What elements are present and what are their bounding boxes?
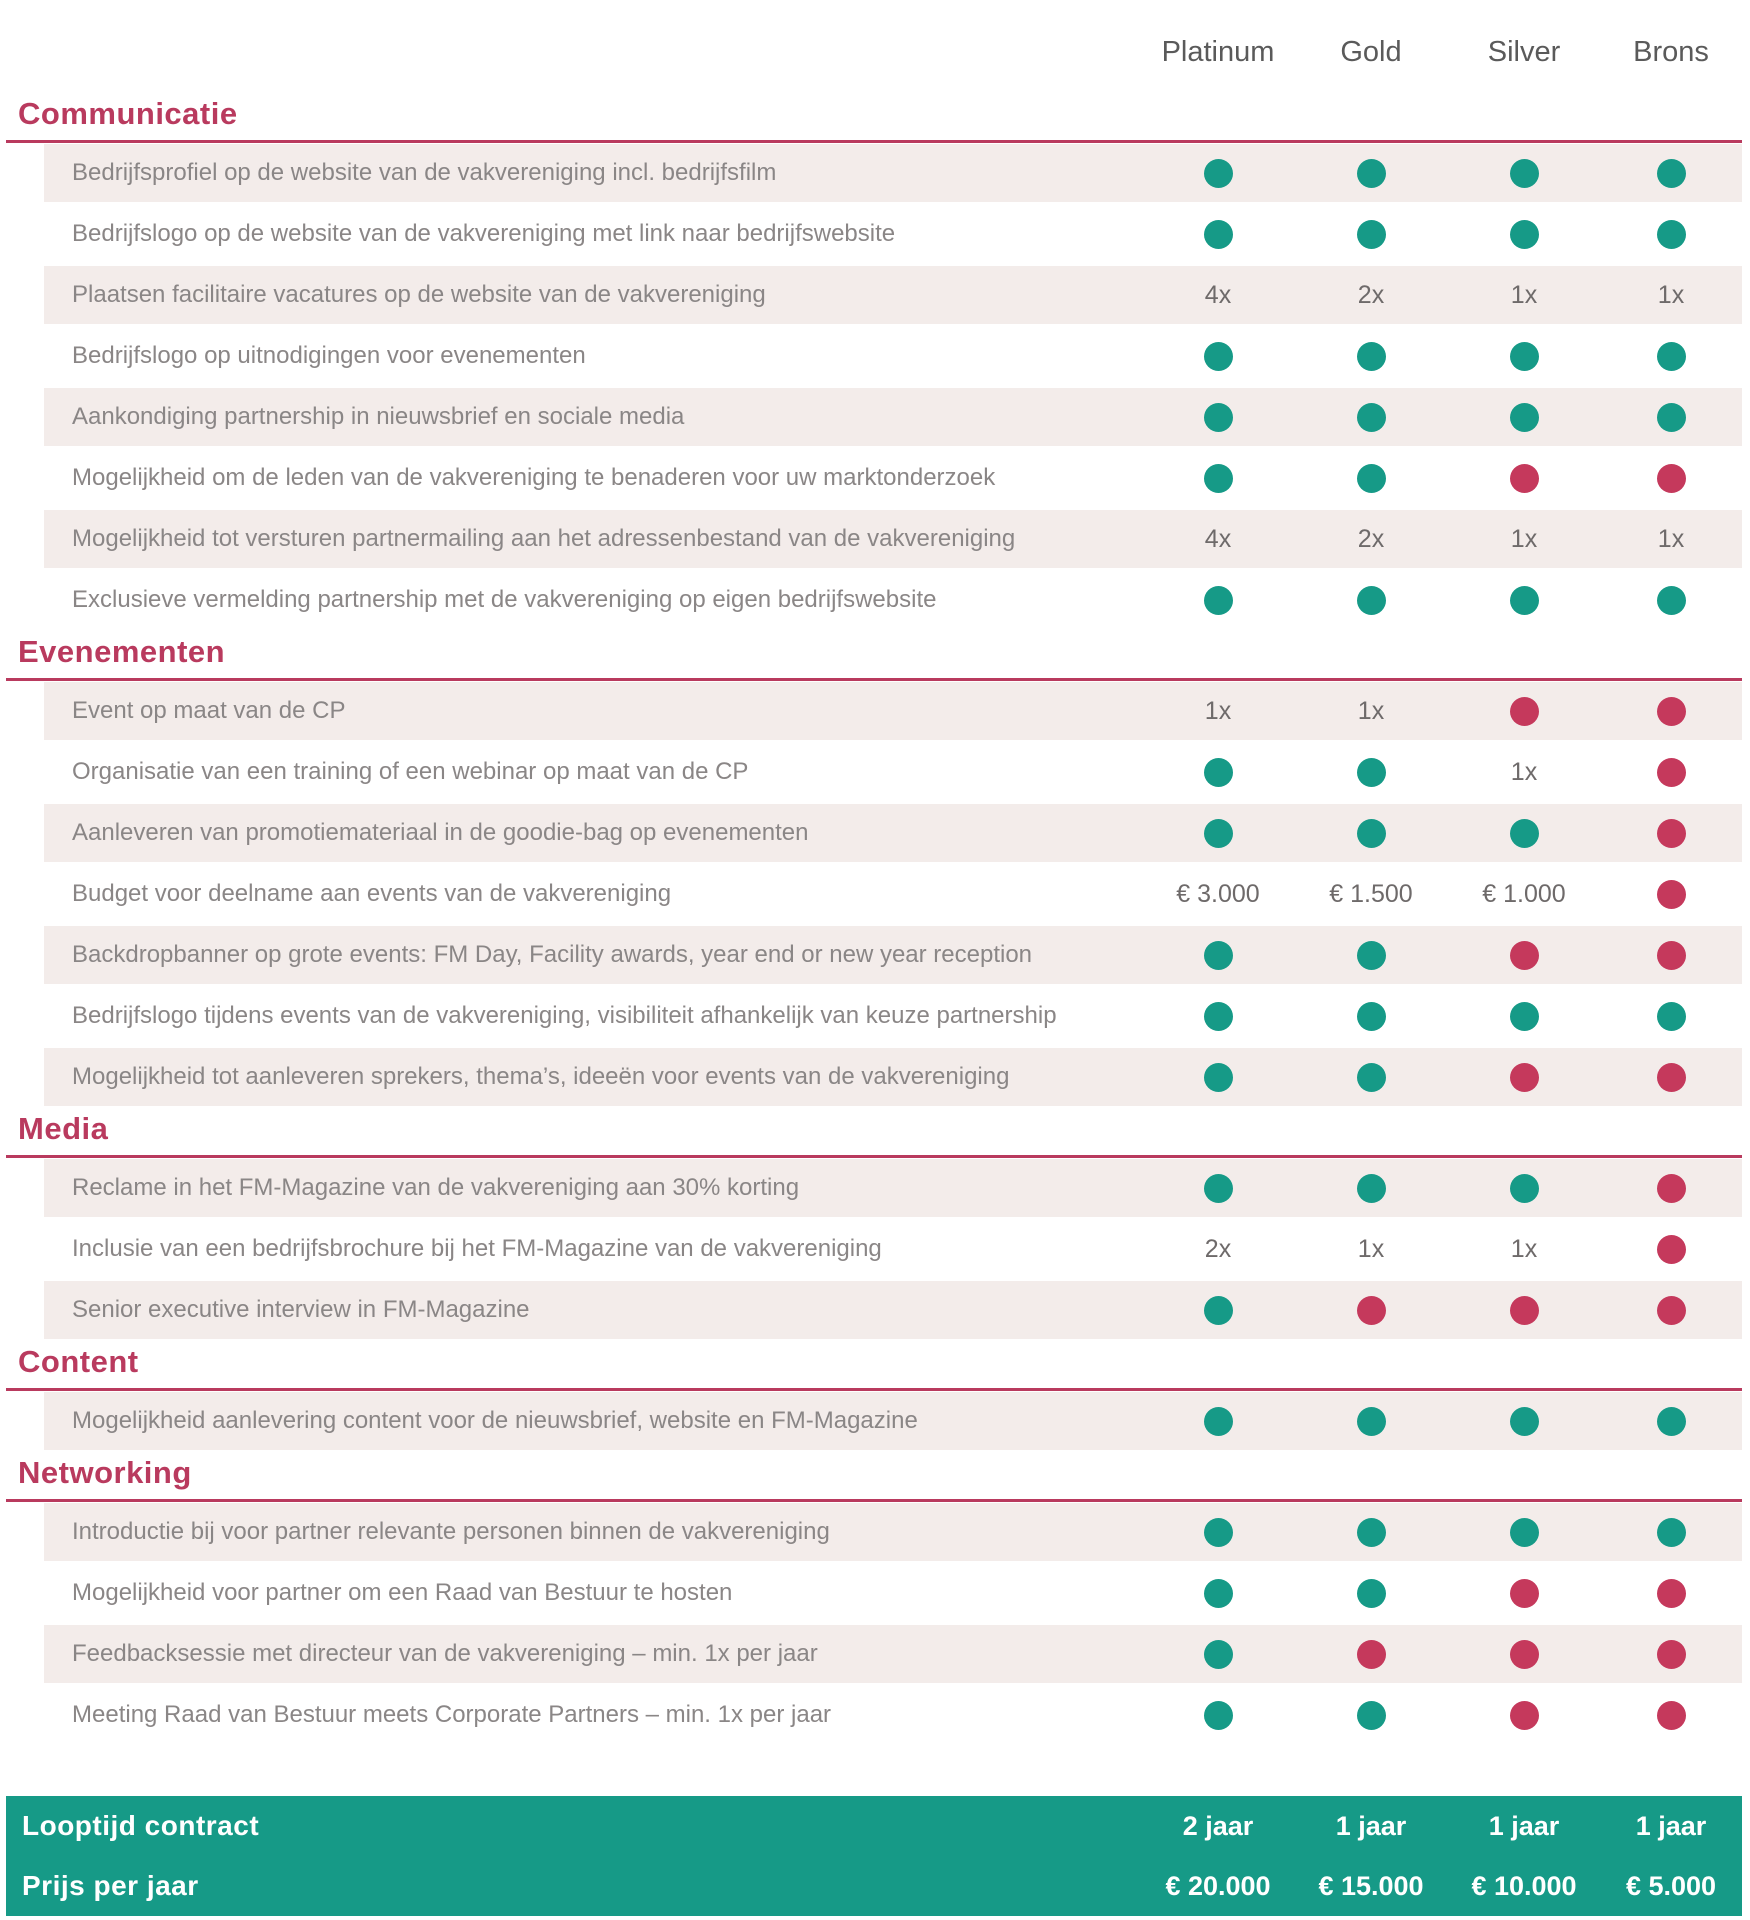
excluded-dot-icon xyxy=(1510,697,1539,726)
excluded-dot-icon xyxy=(1657,1063,1686,1092)
tier-cell-gold xyxy=(1296,987,1446,1045)
benefit-row xyxy=(44,1048,1742,1106)
included-dot-icon xyxy=(1357,220,1386,249)
benefit-label: Bedrijfslogo op uitnodigingen voor evenementen xyxy=(72,342,586,369)
tier-cell-gold xyxy=(1296,510,1446,568)
benefit-row xyxy=(44,743,1742,801)
price-per-year-row xyxy=(6,1856,1742,1916)
tier-value: 1x xyxy=(1357,696,1385,725)
excluded-dot-icon xyxy=(1657,1640,1686,1669)
benefit-label: Meeting Raad van Bestuur meets Corporate Partners – min. 1x per jaar xyxy=(72,1701,832,1728)
tier-value: 1x xyxy=(1657,280,1685,309)
tier-header-platinum: Platinum xyxy=(1161,36,1275,68)
excluded-dot-icon xyxy=(1510,1701,1539,1730)
included-dot-icon xyxy=(1204,403,1233,432)
tier-cell-platinum xyxy=(1143,682,1293,740)
tier-cell-brons xyxy=(1596,449,1746,507)
tier-cell-silver xyxy=(1449,144,1599,202)
tier-cell-brons xyxy=(1596,144,1746,202)
included-dot-icon xyxy=(1510,586,1539,615)
excluded-dot-icon xyxy=(1657,1701,1686,1730)
excluded-dot-icon xyxy=(1657,1579,1686,1608)
price-brons: € 5.000 xyxy=(1625,1871,1717,1901)
contract-silver: 1 jaar xyxy=(1488,1811,1560,1841)
benefit-row xyxy=(44,987,1742,1045)
excluded-dot-icon xyxy=(1510,1640,1539,1669)
included-dot-icon xyxy=(1204,1701,1233,1730)
contract-duration-row xyxy=(6,1796,1742,1856)
included-dot-icon xyxy=(1204,159,1233,188)
benefit-label: Bedrijfslogo op de website van de vakvereniging met link naar bedrijfswebsite xyxy=(72,220,896,247)
tier-cell-silver xyxy=(1449,1564,1599,1622)
tier-cell-silver xyxy=(1449,1220,1599,1278)
tier-cell-platinum xyxy=(1143,865,1293,923)
tier-cell-brons xyxy=(1596,205,1746,263)
tier-cell-brons xyxy=(1596,266,1746,324)
included-dot-icon xyxy=(1357,159,1386,188)
benefit-row xyxy=(44,266,1742,324)
benefit-label: Bedrijfslogo tijdens events van de vakvereniging, visibiliteit afhankelijk van keuze partnership xyxy=(72,1002,1057,1029)
contract-duration-label: Looptijd contract xyxy=(22,1810,260,1841)
contract-brons: 1 jaar xyxy=(1635,1811,1707,1841)
tier-cell-gold xyxy=(1296,1564,1446,1622)
tier-cell-brons xyxy=(1596,1220,1746,1278)
tier-cell-brons xyxy=(1596,1281,1746,1339)
benefit-row xyxy=(44,205,1742,263)
tier-cell-gold xyxy=(1296,144,1446,202)
included-dot-icon xyxy=(1357,819,1386,848)
section-title-networking: Networking xyxy=(18,1455,192,1490)
section-title-communicatie: Communicatie xyxy=(18,96,238,131)
benefit-label: Backdropbanner op grote events: FM Day, Facility awards, year end or new year reception xyxy=(72,941,1033,968)
benefit-label: Introductie bij voor partner relevante personen binnen de vakvereniging xyxy=(72,1518,830,1545)
tier-cell-platinum xyxy=(1143,987,1293,1045)
tier-cell-silver xyxy=(1449,1503,1599,1561)
benefit-row xyxy=(44,144,1742,202)
benefit-row xyxy=(44,865,1742,923)
included-dot-icon xyxy=(1204,758,1233,787)
tier-cell-gold xyxy=(1296,804,1446,862)
tier-cell-platinum xyxy=(1143,205,1293,263)
tier-cell-silver xyxy=(1449,865,1599,923)
tier-cell-silver xyxy=(1449,682,1599,740)
excluded-dot-icon xyxy=(1357,1296,1386,1325)
tier-cell-platinum xyxy=(1143,1503,1293,1561)
benefit-label: Mogelijkheid om de leden van de vakvereniging te benaderen voor uw marktonderzoek xyxy=(72,464,996,491)
included-dot-icon xyxy=(1510,1174,1539,1203)
price-silver: € 10.000 xyxy=(1471,1871,1577,1901)
tier-value: 1x xyxy=(1204,696,1232,725)
benefit-row xyxy=(44,1220,1742,1278)
section-divider xyxy=(6,1499,1742,1502)
tier-cell-platinum xyxy=(1143,449,1293,507)
benefit-row xyxy=(44,571,1742,629)
tier-cell-brons xyxy=(1596,865,1746,923)
included-dot-icon xyxy=(1510,342,1539,371)
price-per-year-label: Prijs per jaar xyxy=(22,1870,199,1901)
benefit-label: Bedrijfsprofiel op de website van de vakvereniging incl. bedrijfsfilm xyxy=(72,159,777,186)
excluded-dot-icon xyxy=(1657,819,1686,848)
tier-cell-gold xyxy=(1296,388,1446,446)
benefit-label: Organisatie van een training of een webinar op maat van de CP xyxy=(72,758,749,785)
tier-cell-brons xyxy=(1596,1048,1746,1106)
tier-cell-gold xyxy=(1296,1686,1446,1744)
price-gold: € 15.000 xyxy=(1318,1871,1424,1901)
tier-header-brons: Brons xyxy=(1633,36,1709,68)
tier-cell-brons xyxy=(1596,926,1746,984)
tier-cell-silver xyxy=(1449,804,1599,862)
tier-cell-gold xyxy=(1296,266,1446,324)
included-dot-icon xyxy=(1510,1518,1539,1547)
excluded-dot-icon xyxy=(1657,880,1686,909)
included-dot-icon xyxy=(1357,941,1386,970)
included-dot-icon xyxy=(1657,159,1686,188)
tier-cell-gold xyxy=(1296,1159,1446,1217)
tier-cell-platinum xyxy=(1143,1392,1293,1450)
included-dot-icon xyxy=(1657,1518,1686,1547)
tier-cell-brons xyxy=(1596,1564,1746,1622)
tier-cell-platinum xyxy=(1143,144,1293,202)
tier-cell-gold xyxy=(1296,327,1446,385)
excluded-dot-icon xyxy=(1510,1063,1539,1092)
benefit-row xyxy=(44,388,1742,446)
excluded-dot-icon xyxy=(1657,1174,1686,1203)
tier-cell-silver xyxy=(1449,1392,1599,1450)
tier-cell-gold xyxy=(1296,1048,1446,1106)
price-platinum: € 20.000 xyxy=(1165,1871,1271,1901)
tier-cell-gold xyxy=(1296,926,1446,984)
included-dot-icon xyxy=(1204,1063,1233,1092)
section-divider xyxy=(6,1388,1742,1391)
tier-value: 4x xyxy=(1204,280,1232,309)
benefit-label: Mogelijkheid aanlevering content voor de nieuwsbrief, website en FM-Magazine xyxy=(72,1407,918,1434)
tier-cell-platinum xyxy=(1143,804,1293,862)
tier-cell-silver xyxy=(1449,205,1599,263)
tier-cell-brons xyxy=(1596,1503,1746,1561)
benefit-row xyxy=(44,1392,1742,1450)
benefit-label: Exclusieve vermelding partnership met de vakvereniging op eigen bedrijfswebsite xyxy=(72,586,937,613)
excluded-dot-icon xyxy=(1657,464,1686,493)
benefit-row xyxy=(44,1503,1742,1561)
tier-cell-gold xyxy=(1296,571,1446,629)
tier-cell-brons xyxy=(1596,571,1746,629)
tier-cell-gold xyxy=(1296,1625,1446,1683)
tier-value: 1x xyxy=(1357,1234,1385,1263)
tier-cell-silver xyxy=(1449,1159,1599,1217)
tier-cell-gold xyxy=(1296,682,1446,740)
excluded-dot-icon xyxy=(1657,697,1686,726)
included-dot-icon xyxy=(1510,819,1539,848)
tier-cell-platinum xyxy=(1143,510,1293,568)
section-title-evenementen: Evenementen xyxy=(18,634,226,669)
tier-cell-brons xyxy=(1596,987,1746,1045)
tier-value: 2x xyxy=(1357,280,1385,309)
contract-platinum: 2 jaar xyxy=(1182,1811,1254,1841)
tier-cell-brons xyxy=(1596,1686,1746,1744)
tier-cell-silver xyxy=(1449,449,1599,507)
included-dot-icon xyxy=(1657,220,1686,249)
tier-cell-silver xyxy=(1449,743,1599,801)
included-dot-icon xyxy=(1510,1407,1539,1436)
included-dot-icon xyxy=(1204,819,1233,848)
excluded-dot-icon xyxy=(1657,758,1686,787)
benefit-row xyxy=(44,327,1742,385)
section-divider xyxy=(6,1155,1742,1158)
included-dot-icon xyxy=(1657,1407,1686,1436)
tier-cell-silver xyxy=(1449,510,1599,568)
tier-cell-silver xyxy=(1449,1625,1599,1683)
included-dot-icon xyxy=(1357,586,1386,615)
benefit-label: Budget voor deelname aan events van de vakvereniging xyxy=(72,880,672,907)
tier-value: 1x xyxy=(1510,757,1538,786)
benefit-label: Mogelijkheid tot aanleveren sprekers, thema’s, ideeën voor events van de vakvereniging xyxy=(72,1063,1010,1090)
tier-value: 1x xyxy=(1657,524,1685,553)
benefit-row xyxy=(44,682,1742,740)
included-dot-icon xyxy=(1357,403,1386,432)
included-dot-icon xyxy=(1657,1002,1686,1031)
excluded-dot-icon xyxy=(1657,1296,1686,1325)
tier-cell-platinum xyxy=(1143,1220,1293,1278)
excluded-dot-icon xyxy=(1510,941,1539,970)
tier-cell-platinum xyxy=(1143,1048,1293,1106)
tier-cell-gold xyxy=(1296,449,1446,507)
excluded-dot-icon xyxy=(1657,1235,1686,1264)
tier-value: 2x xyxy=(1204,1234,1232,1263)
tier-cell-gold xyxy=(1296,1281,1446,1339)
benefit-row xyxy=(44,1625,1742,1683)
benefit-label: Mogelijkheid tot versturen partnermailing aan het adressenbestand van de vakvereniging xyxy=(72,525,1016,552)
included-dot-icon xyxy=(1357,1701,1386,1730)
benefit-row xyxy=(44,804,1742,862)
tier-cell-silver xyxy=(1449,987,1599,1045)
tier-value: € 1.500 xyxy=(1329,879,1413,908)
tier-cell-silver xyxy=(1449,1281,1599,1339)
included-dot-icon xyxy=(1357,758,1386,787)
included-dot-icon xyxy=(1204,220,1233,249)
section-divider xyxy=(6,678,1742,681)
tier-value: 4x xyxy=(1204,524,1232,553)
tier-cell-brons xyxy=(1596,388,1746,446)
benefit-row xyxy=(44,1281,1742,1339)
tier-cell-gold xyxy=(1296,1220,1446,1278)
included-dot-icon xyxy=(1357,1174,1386,1203)
included-dot-icon xyxy=(1204,1174,1233,1203)
tier-cell-silver xyxy=(1449,327,1599,385)
tier-cell-brons xyxy=(1596,510,1746,568)
tier-value: € 3.000 xyxy=(1176,879,1260,908)
tier-cell-gold xyxy=(1296,1392,1446,1450)
benefit-row xyxy=(44,449,1742,507)
benefit-row xyxy=(44,926,1742,984)
tier-value: 2x xyxy=(1357,524,1385,553)
tier-cell-platinum xyxy=(1143,327,1293,385)
tier-cell-platinum xyxy=(1143,571,1293,629)
tier-cell-brons xyxy=(1596,743,1746,801)
included-dot-icon xyxy=(1510,220,1539,249)
included-dot-icon xyxy=(1657,403,1686,432)
tier-cell-platinum xyxy=(1143,1686,1293,1744)
benefit-label: Mogelijkheid voor partner om een Raad van Bestuur te hosten xyxy=(72,1579,733,1606)
included-dot-icon xyxy=(1357,1518,1386,1547)
contract-gold: 1 jaar xyxy=(1335,1811,1407,1841)
tier-cell-platinum xyxy=(1143,1281,1293,1339)
included-dot-icon xyxy=(1657,586,1686,615)
tier-cell-gold xyxy=(1296,1503,1446,1561)
benefit-row xyxy=(44,510,1742,568)
benefit-row xyxy=(44,1159,1742,1217)
tier-cell-silver xyxy=(1449,1686,1599,1744)
included-dot-icon xyxy=(1357,342,1386,371)
included-dot-icon xyxy=(1204,1407,1233,1436)
included-dot-icon xyxy=(1204,586,1233,615)
tier-cell-brons xyxy=(1596,804,1746,862)
benefit-label: Senior executive interview in FM-Magazine xyxy=(72,1296,530,1323)
benefit-label: Plaatsen facilitaire vacatures op de website van de vakvereniging xyxy=(72,281,766,308)
benefit-label: Event op maat van de CP xyxy=(72,697,346,724)
tier-cell-platinum xyxy=(1143,1159,1293,1217)
tier-cell-platinum xyxy=(1143,1564,1293,1622)
tier-cell-platinum xyxy=(1143,743,1293,801)
included-dot-icon xyxy=(1204,1518,1233,1547)
included-dot-icon xyxy=(1204,464,1233,493)
tier-cell-gold xyxy=(1296,205,1446,263)
benefit-label: Feedbacksessie met directeur van de vakvereniging – min. 1x per jaar xyxy=(72,1640,818,1667)
included-dot-icon xyxy=(1204,941,1233,970)
tier-cell-brons xyxy=(1596,1392,1746,1450)
included-dot-icon xyxy=(1357,1063,1386,1092)
benefit-label: Reclame in het FM-Magazine van de vakvereniging aan 30% korting xyxy=(72,1174,800,1201)
excluded-dot-icon xyxy=(1510,1296,1539,1325)
included-dot-icon xyxy=(1357,464,1386,493)
included-dot-icon xyxy=(1204,342,1233,371)
section-title-media: Media xyxy=(18,1111,109,1146)
section-divider xyxy=(6,140,1742,143)
tier-cell-brons xyxy=(1596,1625,1746,1683)
included-dot-icon xyxy=(1204,1640,1233,1669)
benefit-row xyxy=(44,1686,1742,1744)
benefit-label: Inclusie van een bedrijfsbrochure bij het FM-Magazine van de vakvereniging xyxy=(72,1235,882,1262)
tier-cell-platinum xyxy=(1143,388,1293,446)
benefit-label: Aanleveren van promotiemateriaal in de goodie-bag op evenementen xyxy=(72,819,809,846)
excluded-dot-icon xyxy=(1510,1579,1539,1608)
tier-cell-brons xyxy=(1596,1159,1746,1217)
benefit-row xyxy=(44,1564,1742,1622)
tier-cell-gold xyxy=(1296,865,1446,923)
tier-value: 1x xyxy=(1510,1234,1538,1263)
tier-cell-silver xyxy=(1449,571,1599,629)
tier-cell-silver xyxy=(1449,266,1599,324)
section-title-content: Content xyxy=(18,1344,139,1379)
tier-cell-silver xyxy=(1449,388,1599,446)
tier-header-silver: Silver xyxy=(1487,36,1561,68)
benefit-label: Aankondiging partnership in nieuwsbrief en sociale media xyxy=(72,403,685,430)
tier-header-gold: Gold xyxy=(1340,36,1402,68)
included-dot-icon xyxy=(1510,159,1539,188)
included-dot-icon xyxy=(1204,1579,1233,1608)
tier-value: 1x xyxy=(1510,280,1538,309)
included-dot-icon xyxy=(1510,1002,1539,1031)
tier-cell-platinum xyxy=(1143,926,1293,984)
tier-cell-platinum xyxy=(1143,266,1293,324)
tier-cell-platinum xyxy=(1143,1625,1293,1683)
tier-value: € 1.000 xyxy=(1482,879,1566,908)
tier-cell-silver xyxy=(1449,926,1599,984)
excluded-dot-icon xyxy=(1510,464,1539,493)
pricing-footer xyxy=(6,1796,1742,1916)
tier-cell-silver xyxy=(1449,1048,1599,1106)
included-dot-icon xyxy=(1357,1579,1386,1608)
excluded-dot-icon xyxy=(1657,941,1686,970)
included-dot-icon xyxy=(1510,403,1539,432)
tier-cell-brons xyxy=(1596,682,1746,740)
included-dot-icon xyxy=(1357,1407,1386,1436)
included-dot-icon xyxy=(1204,1296,1233,1325)
tier-cell-gold xyxy=(1296,743,1446,801)
tier-cell-brons xyxy=(1596,327,1746,385)
tier-value: 1x xyxy=(1510,524,1538,553)
included-dot-icon xyxy=(1657,342,1686,371)
excluded-dot-icon xyxy=(1357,1640,1386,1669)
included-dot-icon xyxy=(1357,1002,1386,1031)
included-dot-icon xyxy=(1204,1002,1233,1031)
